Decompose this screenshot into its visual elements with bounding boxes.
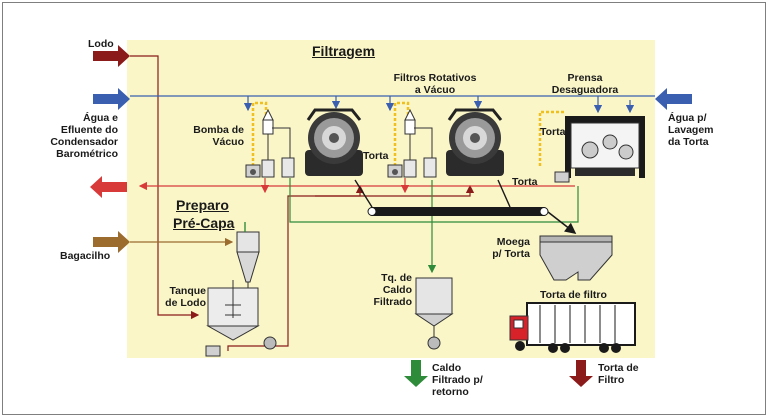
- label-agua-lavagem: Água p/ Lavagem da Torta: [668, 112, 714, 148]
- vacuum-exhaust-output-arrow: [90, 176, 127, 198]
- section-title-filtragem: Filtragem: [312, 43, 376, 59]
- water-line: [130, 96, 655, 112]
- cake-hopper: [540, 236, 612, 280]
- cake-truck: [510, 303, 635, 353]
- label-tq-caldo-filtrado: Tq. de Caldo Filtrado: [373, 272, 412, 308]
- rotary-vacuum-filter-1: [305, 110, 363, 176]
- label-torta-de-filtro-truck: Torta de filtro: [540, 289, 607, 301]
- label-bomba-vacuo: Bomba de Vácuo: [193, 124, 244, 148]
- label-moega: Moega p/ Torta: [492, 236, 530, 260]
- agua-efluente-input-arrow: [93, 88, 130, 110]
- label-tanque-lodo: Tanque de Lodo: [165, 285, 206, 309]
- label-lodo: Lodo: [88, 38, 114, 50]
- section-title-pre-capa: Pré-Capa: [173, 215, 235, 231]
- sludge-tank: [206, 280, 276, 356]
- belt-press: [555, 116, 645, 182]
- label-agua-efluente: Água e Efluente do Condensador Barométrico: [50, 112, 118, 160]
- cake-conveyor-belt: [355, 180, 575, 233]
- label-torta-2: Torta: [512, 176, 538, 188]
- label-torta-1: Torta: [363, 150, 389, 162]
- torta-filtro-output-arrow: [569, 360, 593, 387]
- agua-lavagem-input-arrow: [655, 88, 692, 110]
- label-bagacilho: Bagacilho: [60, 250, 111, 262]
- rotary-vacuum-filter-2: [446, 110, 504, 176]
- label-caldo-filtrado: Caldo Filtrado p/ retorno: [432, 362, 483, 398]
- filtrate-tank: [416, 278, 452, 349]
- label-torta-filtro: Torta de Filtro: [598, 362, 639, 386]
- section-title-preparo: Preparo: [176, 197, 229, 213]
- label-torta-3: Torta: [540, 126, 566, 138]
- label-filtros-rotativos: Filtros Rotativos a Vácuo: [393, 72, 477, 96]
- precoat-cyclone: [237, 222, 259, 282]
- caldo-filtrado-output-arrow: [404, 360, 428, 387]
- label-prensa-desaguadora: Prensa Desaguadora: [551, 72, 619, 96]
